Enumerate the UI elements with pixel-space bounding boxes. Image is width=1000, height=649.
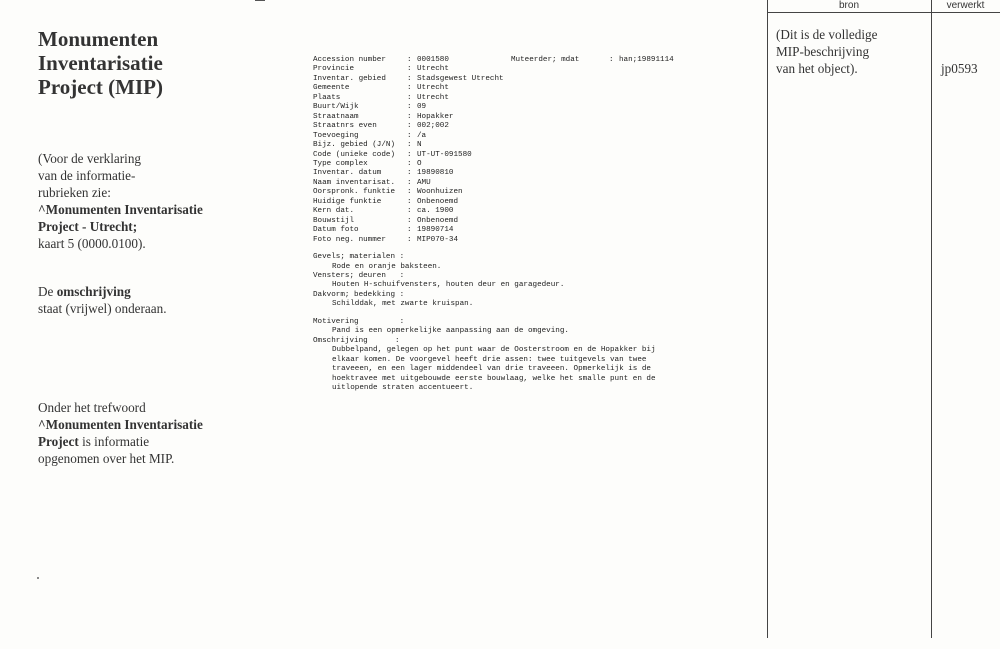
field-sep: : [407, 74, 412, 83]
field-key: Inventar. gebied [313, 74, 386, 83]
record-field-row [313, 217, 763, 226]
left-column [38, 27, 263, 99]
field-key: Naam inventarisat. [313, 178, 396, 187]
note-keyword: omschrijving [56, 284, 131, 299]
section-label: Vensters; deuren : [313, 271, 405, 280]
record-field-row [313, 160, 763, 169]
record-field-row [313, 84, 763, 93]
note-keyword: Project [38, 434, 79, 449]
field-value: han;19891114 [619, 56, 674, 64]
note-text: is informatie [78, 434, 150, 449]
field-sep: : [407, 178, 412, 187]
field-value: Utrecht [417, 65, 449, 74]
field-key: Oorspronk. funktie [313, 188, 396, 197]
note-line: Onder het trefwoord [38, 400, 146, 415]
field-sep: : [407, 56, 412, 64]
field-key: Toevoeging [313, 131, 359, 140]
field-value: /a [417, 131, 427, 140]
record-field-row [313, 122, 763, 131]
field-key: Muteerder; mdat [511, 56, 580, 64]
field-sep: : [407, 235, 412, 244]
field-sep: : [407, 226, 412, 235]
field-value: MIP070-34 [417, 235, 459, 244]
record-field-row [313, 151, 763, 160]
field-sep: : [407, 169, 412, 178]
note-text: De [38, 284, 57, 299]
column-divider [767, 0, 768, 638]
record-field-row [313, 188, 763, 197]
keyword-note [38, 399, 263, 467]
field-sep: : [609, 56, 614, 64]
field-sep: : [407, 65, 412, 74]
record-field-row [313, 169, 763, 178]
description-note [38, 283, 263, 317]
header-rule [767, 12, 1000, 13]
field-sep: : [407, 122, 412, 131]
note-keyword: ^Monumenten Inventarisatie [38, 417, 203, 432]
field-sep: : [407, 150, 412, 159]
record-field-row [313, 179, 763, 188]
field-key: Kern dat. [313, 207, 355, 216]
explanation-note [38, 150, 263, 252]
column-header-verwerkt: verwerkt [946, 0, 985, 11]
section-value: Houten H-schuifvensters, houten deur en garagedeur. [332, 281, 565, 290]
section-value: Schilddak, met zwarte kruispan. [332, 300, 474, 309]
record-fields [313, 65, 763, 245]
field-value: UT-UT-091580 [417, 150, 472, 159]
field-key: Bouwstijl [313, 216, 355, 225]
column-divider [931, 0, 932, 638]
description-line: Dubbelpand, gelegen op het punt waar de Oosterstroom en de Hopakker bij [332, 346, 656, 355]
field-key: Provincie [313, 65, 355, 74]
field-key: Bijz. gebied (J/N) [313, 141, 396, 150]
record-field-row [313, 75, 763, 84]
field-sep: : [407, 216, 412, 225]
field-sep: : [407, 112, 412, 121]
page-title: Monumenten Inventarisatie Project (MIP) [38, 27, 163, 99]
field-value: N [417, 141, 422, 150]
description-line: hoektravee met uitgebouwde eerste bouwlaag, welke het smalle punt en de [332, 374, 656, 383]
field-key: Plaats [313, 93, 341, 102]
record-field-row [313, 141, 763, 150]
section-value: Rode en oranje baksteen. [332, 262, 442, 271]
field-sep: : [407, 93, 412, 102]
column-header-bron: bron [838, 0, 859, 11]
field-sep: : [407, 207, 412, 216]
note-line: opgenomen over het MIP. [38, 451, 175, 466]
section-label: Gevels; materialen : [313, 253, 405, 262]
bron-line: van het object). [776, 61, 858, 76]
note-keyword: Project - Utrecht; [38, 219, 138, 234]
description-line: elkaar komen. De voorgevel heeft drie assen: twee tuitgevels van twee [332, 355, 647, 364]
field-value: Utrecht [417, 84, 449, 93]
field-sep: : [407, 84, 412, 93]
field-value: Woonhuizen [417, 188, 463, 197]
description-line: traveeen, en een lager middendeel van drie traveeen. Opmerkelijk is de [332, 365, 651, 374]
field-value: Utrecht [417, 93, 449, 102]
field-key: Datum foto [313, 226, 359, 235]
field-key: Foto neg. nummer [313, 235, 386, 244]
record-field-row [313, 65, 763, 74]
record-field-row [313, 132, 763, 141]
field-value: Onbenoemd [417, 197, 459, 206]
record-field-row [313, 103, 763, 112]
field-value: 19890810 [417, 169, 454, 178]
note-line: rubrieken zie: [38, 185, 111, 200]
field-value: AMU [417, 178, 431, 187]
bron-line: (Dit is de volledige [776, 27, 878, 42]
field-value: Onbenoemd [417, 216, 459, 225]
note-line: kaart 5 (0000.0100). [38, 236, 146, 251]
field-value: Hopakker [417, 112, 454, 121]
field-key: Gemeente [313, 84, 350, 93]
field-sep: : [407, 188, 412, 197]
note-keyword: ^Monumenten Inventarisatie [38, 202, 203, 217]
field-value: 19890714 [417, 226, 454, 235]
field-sep: : [407, 103, 412, 112]
bron-cell [776, 26, 926, 77]
field-key: Accession number [313, 56, 386, 64]
field-sep: : [407, 131, 412, 140]
verwerkt-cell: jp0593 [941, 61, 978, 76]
record-field-row [313, 207, 763, 216]
record-header-row [313, 56, 763, 65]
section-label: Motivering : [313, 317, 405, 326]
note-line: van de informatie- [38, 168, 136, 183]
field-value: ca. 1900 [417, 207, 454, 216]
speck-mark [37, 577, 39, 579]
field-key: Straatnrs even [313, 122, 377, 131]
field-sep: : [407, 197, 412, 206]
field-key: Straatnaam [313, 112, 359, 121]
field-value: 09 [417, 103, 427, 112]
top-dash-mark [255, 0, 265, 1]
section-value: Pand is een opmerkelijke aanpassing aan de omgeving. [332, 327, 569, 336]
description-line: uitlopende straten accentueert. [332, 383, 474, 392]
section-label: Omschrijving : [313, 336, 400, 345]
mip-record [313, 56, 763, 393]
record-field-row [313, 113, 763, 122]
note-line: (Voor de verklaring [38, 151, 142, 166]
field-value: Stadsgewest Utrecht [417, 74, 504, 83]
field-key: Buurt/Wijk [313, 103, 359, 112]
field-sep: : [407, 141, 412, 150]
field-value: 002;002 [417, 122, 449, 131]
field-sep: : [407, 159, 412, 168]
field-value: O [417, 159, 422, 168]
note-line: staat (vrijwel) onderaan. [38, 301, 167, 316]
field-key: Type complex [313, 159, 368, 168]
record-field-row [313, 226, 763, 235]
section-label: Dakvorm; bedekking : [313, 290, 405, 299]
field-key: Huidige funktie [313, 197, 382, 206]
description-text [313, 346, 763, 393]
field-value: 0001580 [417, 56, 449, 64]
field-key: Code (unieke code) [313, 150, 396, 159]
record-field-row [313, 198, 763, 207]
field-key: Inventar. datum [313, 169, 382, 178]
record-field-row [313, 94, 763, 103]
record-field-row [313, 236, 763, 245]
bron-line: MIP-beschrijving [776, 44, 870, 59]
